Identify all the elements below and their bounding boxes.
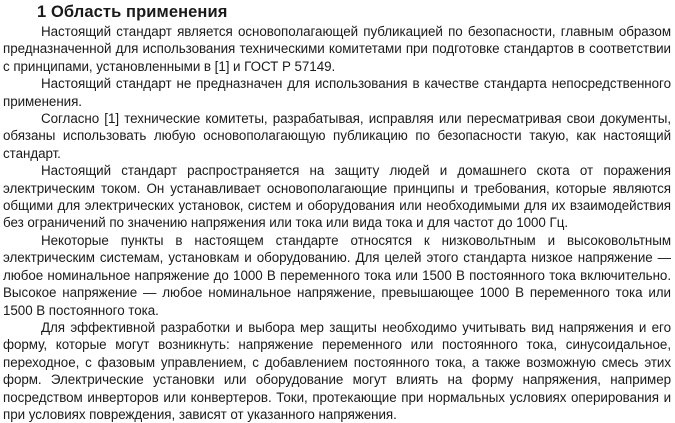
section-heading: 1 Область применения	[37, 3, 228, 21]
scope-paragraph-4: Настоящий стандарт распространяется на защиту людей и домашнего скота от поражения электрическим током. Он устанавливает основополагающие принципы и требования, которые являются общими для электрических установок, систем и оборудования или необходимыми для их взаимодействия без ограничений по значению напряжения или тока или вида тока и для частот до 1000 Гц.	[3, 163, 671, 231]
scope-paragraph-1: Настоящий стандарт является основополагающей публикацией по безопасности, главным образом предназначенной для использования техническими комитетами при подготовке стандартов в соответствии с принципами, установленными в [1] и ГОСТ Р 57149.	[3, 24, 671, 74]
scope-paragraph-6: Для эффективной разработки и выбора мер защиты необходимо учитывать вид напряжения и его форму, которые могут возникнуть: напряжение переменного или постоянного тока, синусоидальное, переходное, с фазовым управлением, с добавлением постоянного тока, а также возможную смесь этих форм. Электрические установки или оборудование могут влиять на форму напряжения, например посредством инверторов или конвертеров. Токи, протекающие при нормальных условиях оперирования и при условиях повреждения, зависят от указанного напряжения.	[3, 319, 671, 422]
scope-paragraph-2: Настоящий стандарт не предназначен для использования в качестве стандарта непосредственного применения.	[3, 76, 671, 109]
scope-paragraph-3: Согласно [1] технические комитеты, разрабатывая, исправляя или пересматривая свои документы, обязаны использовать любую основополагающую публикацию по безопасности такую, как настоящий стандарт.	[3, 111, 671, 161]
scope-paragraph-5: Некоторые пункты в настоящем стандарте относятся к низковольтным и высоковольтным электрическим системам, установкам и оборудованию. Для целей этого стандарта низкое напряжение — любое номинальное напряжение до 1000 В переменного тока или 1500 В постоянного тока включительно. Высокое напряжение — любое номинальное напряжение, превышающее 1000 В переменного тока или 1500 В постоянного тока.	[3, 232, 671, 318]
